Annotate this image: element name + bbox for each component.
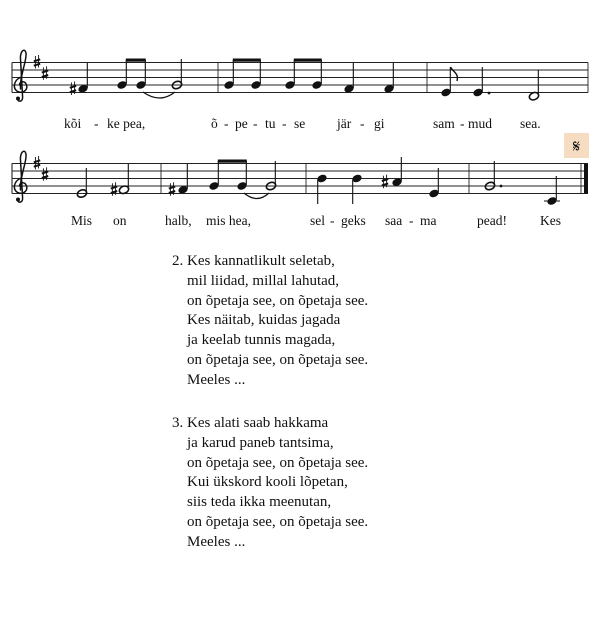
segno-marker: [564, 133, 589, 158]
svg-text:-: -: [330, 213, 335, 228]
svg-text:ma: ma: [420, 213, 437, 228]
svg-text:-: -: [460, 116, 465, 131]
verse-line: Meeles ...: [187, 533, 246, 550]
treble-clef-icon: [14, 151, 26, 202]
verse-2: [172, 252, 368, 391]
verse-line: on õpetaja see, on õpetaja see.: [187, 292, 369, 309]
svg-text:-: -: [253, 116, 258, 131]
measure-3: [440, 67, 540, 101]
svg-text:Kes: Kes: [540, 213, 561, 228]
svg-text:jär: jär: [337, 116, 352, 131]
svg-text:se: se: [294, 116, 306, 131]
measure-6: [316, 157, 440, 204]
verse-line: ja keelab tunnis magada,: [187, 332, 336, 349]
svg-text:-: -: [224, 116, 229, 131]
verse-number: 3.: [172, 415, 184, 431]
staff-system-1: [12, 50, 588, 131]
music-score: [0, 0, 600, 245]
svg-text:ke pea,: ke pea,: [107, 116, 146, 131]
verse-line: mil liidad, millal lahutad,: [187, 272, 340, 289]
verse-line: Kes alati saab hakkama: [187, 415, 329, 431]
svg-text:mis hea,: mis hea,: [206, 213, 251, 228]
measure-7: [484, 161, 560, 206]
svg-text:mud: mud: [468, 116, 493, 131]
svg-text:pe: pe: [235, 116, 248, 131]
verse-line: Kes näitab, kuidas jagada: [187, 312, 341, 329]
lyrics-line-2: [71, 213, 561, 228]
svg-text:saa: saa: [385, 213, 403, 228]
svg-text:sam: sam: [433, 116, 455, 131]
measure-5: [169, 160, 277, 199]
svg-text:gi: gi: [374, 116, 385, 131]
svg-text:on: on: [113, 213, 127, 228]
verse-line: on õpetaja see, on õpetaja see.: [187, 454, 369, 471]
final-barline: [584, 164, 588, 194]
svg-text:Mis: Mis: [71, 213, 93, 228]
verse-number: 2.: [172, 253, 184, 269]
verse-line: siis teda ikka meenutan,: [187, 494, 332, 511]
svg-text:geks: geks: [341, 213, 366, 228]
svg-text:-: -: [94, 116, 99, 131]
verse-line: ja karud paneb tantsima,: [187, 434, 334, 451]
svg-text:-: -: [409, 213, 414, 228]
lyrics-line-1: [64, 116, 541, 131]
staff-system-2: [12, 151, 588, 228]
svg-text:tu: tu: [265, 116, 276, 131]
svg-text:-: -: [282, 116, 287, 131]
svg-text:õ: õ: [211, 116, 218, 131]
measure-2: [223, 59, 395, 94]
key-sharp-f-icon: [34, 55, 40, 69]
verse-3: [172, 414, 368, 553]
verse-line: Meeles ...: [187, 371, 246, 388]
segno-icon: 𝄋: [572, 137, 581, 157]
verse-line: on õpetaja see, on õpetaja see.: [187, 351, 369, 368]
key-sharp-f-icon: [34, 156, 40, 170]
svg-text:halb,: halb,: [165, 213, 192, 228]
svg-text:sel: sel: [310, 213, 325, 228]
svg-text:sea.: sea.: [520, 116, 541, 131]
treble-clef-icon: [14, 50, 26, 101]
verse-line: Kui ükskord kooli lõpetan,: [187, 474, 348, 491]
svg-text:-: -: [360, 116, 365, 131]
lyric-1-kõi: kõi: [64, 116, 82, 131]
verse-line: on õpetaja see, on õpetaja see.: [187, 513, 369, 530]
svg-text:pead!: pead!: [477, 213, 507, 228]
verse-line: Kes kannatlikult seletab,: [187, 253, 335, 269]
